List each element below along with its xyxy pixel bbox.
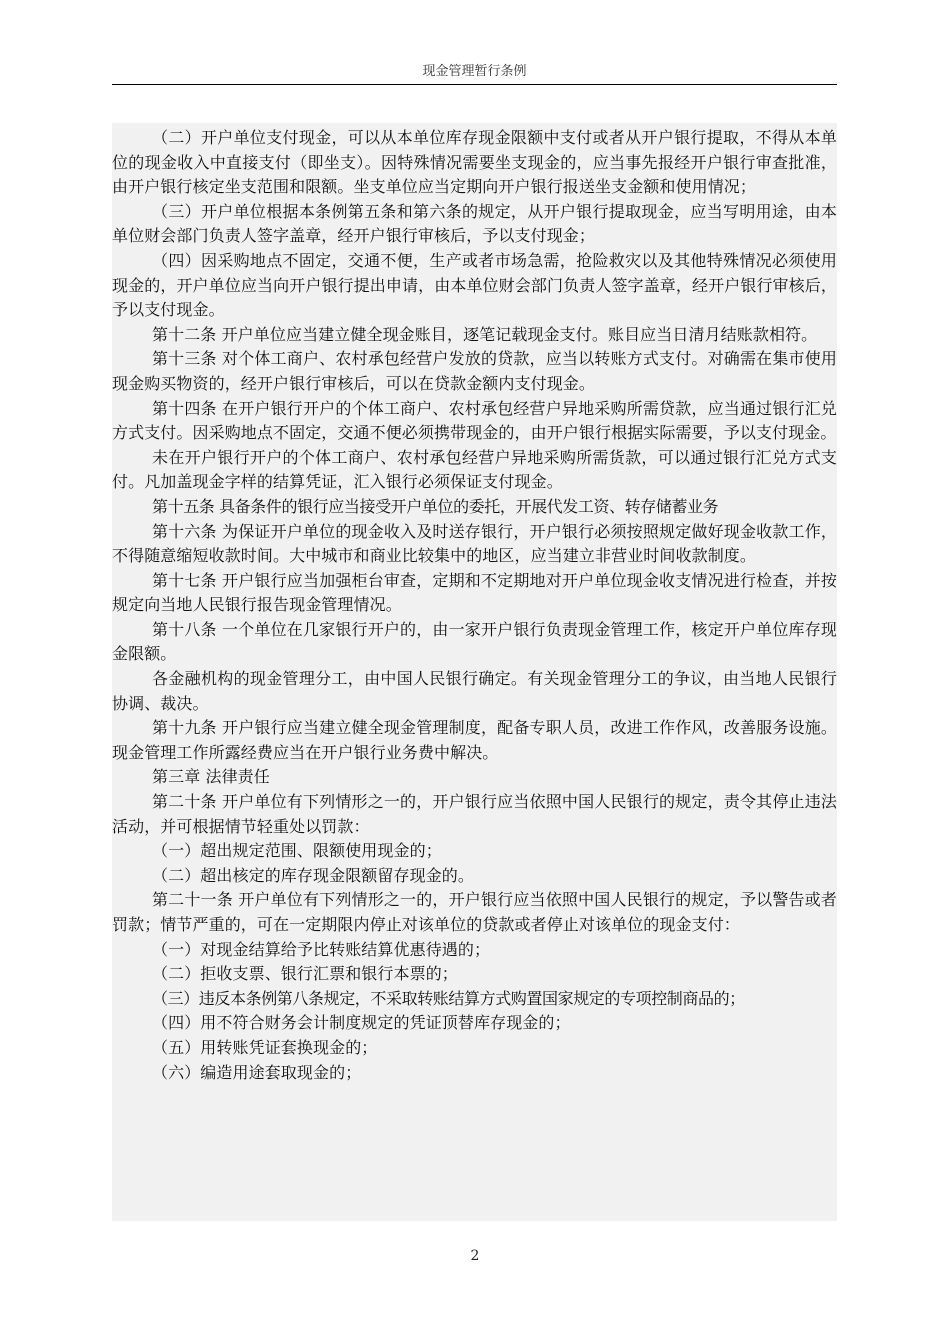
chapter-heading: 第三章 法律责任 xyxy=(152,767,270,787)
list-item: （五）用转账凭证套换现金的； xyxy=(152,1037,378,1057)
paragraph: （四）因采购地点不固定，交通不便，生产或者市场急需，抢险救灾以及其他特殊情况必须使用现金的，开户单位应当向开户银行提出申请，由本单位财会部门负责人签字盖章，经开户银行审核后，予以支付现金。 xyxy=(112,250,837,320)
paragraph: （三）开户单位根据本条例第五条和第六条的规定，从开户银行提取现金，应当写明用途，由本单位财会部门负责人签字盖章，经开户银行审核后，予以支付现金； xyxy=(112,201,837,246)
list-item: （三）违反本条例第八条规定，不采取转账结算方式购置国家规定的专项控制商品的； xyxy=(152,988,745,1008)
paragraph: 各金融机构的现金管理分工，由中国人民银行确定。有关现金管理分工的争议，由当地人民银行协调、裁决。 xyxy=(112,669,837,713)
paragraph: 第十六条 为保证开户单位的现金收入及时送存银行，开户银行必须按照规定做好现金收款工作，不得随意缩短收款时间。大中城市和商业比较集中的地区，应当建立非营业时间收款制度。 xyxy=(112,521,837,566)
paragraph: 未在开户银行开户的个体工商户、农村承包经营户异地采购所需货款，可以通过银行汇兑方式支付。凡加盖现金字样的结算凭证，汇入银行必须保证支付现金。 xyxy=(112,447,837,492)
paragraph: 第十九条 开户银行应当建立健全现金管理制度，配备专职人员，改进工作作风，改善服务设施。现金管理工作所露经费应当在开户银行业务费中解决。 xyxy=(112,718,837,762)
list-item: （二）超出核定的库存现金限额留存现金的。 xyxy=(152,865,475,885)
paragraph: 第十三条 对个体工商户、农村承包经营户发放的贷款，应当以转账方式支付。对确需在集市使用现金购买物资的，经开户银行审核后，可以在贷款金额内支付现金。 xyxy=(112,349,837,393)
paragraph: 第十四条 在开户银行开户的个体工商户、农村承包经营户异地采购所需贷款，应当通过银行汇兑方式支付。因采购地点不固定，交通不便必须携带现金的，由开户银行根据实际需要，予以支付现金。 xyxy=(112,398,837,443)
page-number: 2 xyxy=(470,1248,480,1264)
paragraph: 第十七条 开户银行应当加强柜台审查，定期和不定期地对开户单位现金收支情况进行检查，并按规定向当地人民银行报告现金管理情况。 xyxy=(112,570,837,615)
page-header xyxy=(112,62,837,85)
document-body xyxy=(112,123,837,1221)
paragraph: 第十二条 开户单位应当建立健全现金账目，逐笔记载现金支付。账目应当日清月结账款相符。 xyxy=(152,324,818,344)
list-item: （四）用不符合财务会计制度规定的凭证顶替库存现金的； xyxy=(152,1013,571,1033)
list-item: （六）编造用途套取现金的； xyxy=(152,1062,362,1082)
paragraph: 第十八条 一个单位在几家银行开户的，由一家开户银行负责现金管理工作，核定开户单位库存现金限额。 xyxy=(112,619,837,664)
list-item: （二）拒收支票、银行汇票和银行本票的； xyxy=(152,964,458,984)
page-header-title: 现金管理暂行条例 xyxy=(422,64,527,79)
list-item: （一）超出规定范围、限额使用现金的； xyxy=(152,841,442,861)
paragraph: 第二十条 开户单位有下列情形之一的，开户银行应当依照中国人民银行的规定，责令其停止违法活动，并可根据情节轻重处以罚款： xyxy=(112,792,837,836)
list-item: （一）对现金结算给予比转账结算优惠待遇的； xyxy=(152,939,491,959)
paragraph: （二）开户单位支付现金，可以从本单位库存现金限额中支付或者从开户银行提取，不得从本单位的现金收入中直接支付（即坐支）。因特殊情况需要坐支现金的，应当事先报经开户银行审查批准，由开户银行核定坐支范围和限额。坐支单位应当定期向开户银行报送坐支金额和使用情况； xyxy=(112,128,837,197)
paragraph: 第十五条 具备条件的银行应当接受开户单位的委托，开展代发工资、转存储蓄业务 xyxy=(152,496,719,516)
paragraph: 第二十一条 开户单位有下列情形之一的，开户银行应当依照中国人民银行的规定，予以警告或者罚款；情节严重的，可在一定期限内停止对该单位的贷款或者停止对该单位的现金支付： xyxy=(112,890,837,934)
